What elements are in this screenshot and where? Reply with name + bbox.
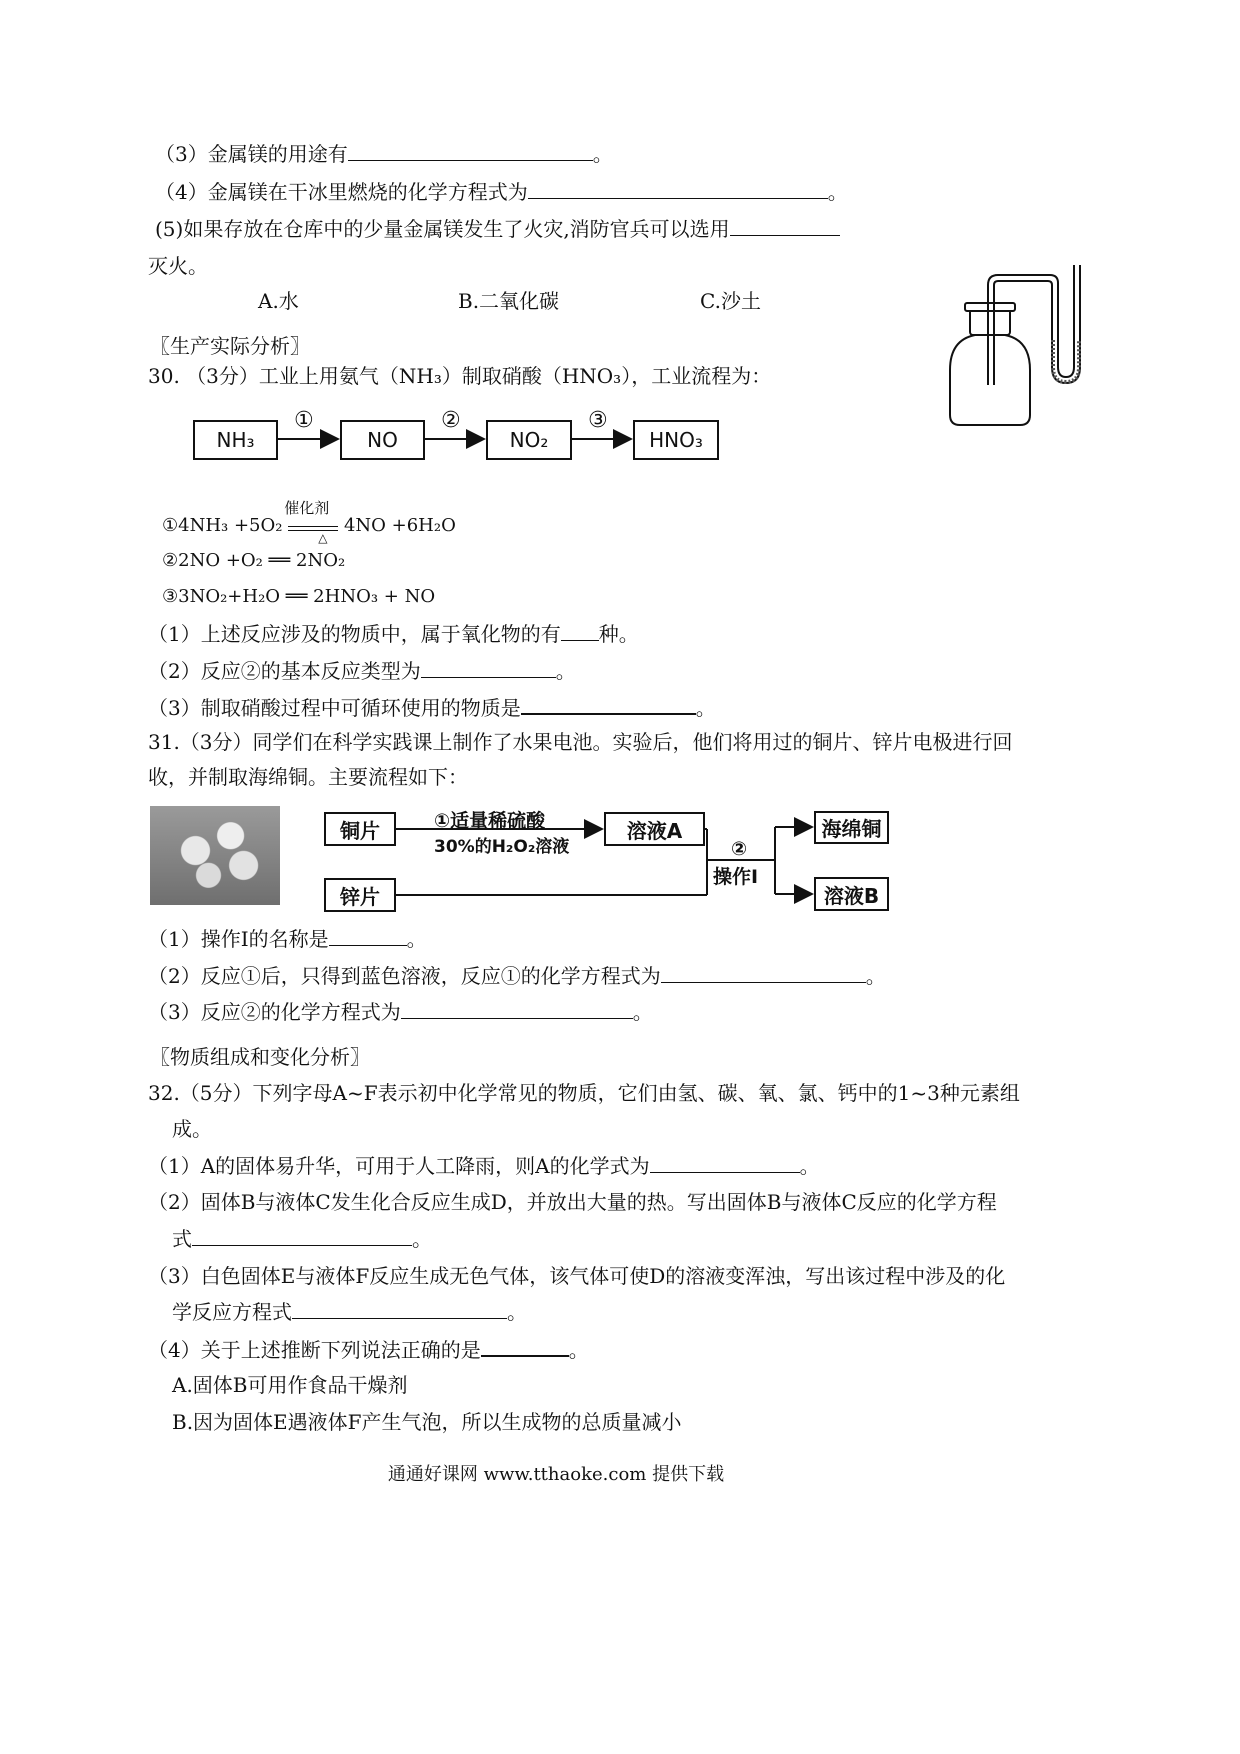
- flow-box-solution-b: 溶液B: [814, 877, 889, 911]
- flow-box-no: NO: [340, 420, 425, 460]
- answer-blank[interactable]: [292, 1298, 507, 1319]
- q32-part3: （3）白色固体E与液体F反应生成无色气体，该气体可使D的溶液变浑浊，写出该过程中涉及的化: [148, 1264, 1006, 1288]
- flow-arrows-q30: [0, 0, 1240, 480]
- q31-part2: （2）反应①后，只得到蓝色溶液，反应①的化学方程式为 。: [148, 964, 886, 988]
- q29-part3: （3）金属镁的用途有 。: [155, 142, 613, 166]
- q30-equation-2: ②2NO +O₂ ══ 2NO₂: [162, 550, 346, 571]
- q30-part2: （2）反应②的基本反应类型为 。: [148, 659, 576, 683]
- q29-option-a: A.水: [258, 289, 299, 313]
- flow-step-1: ①: [294, 408, 314, 433]
- answer-blank[interactable]: [481, 1335, 569, 1357]
- answer-blank[interactable]: [192, 1225, 412, 1246]
- flow-arrows-q31: [0, 780, 1240, 930]
- q29-option-b: B.二氧化碳: [458, 289, 560, 313]
- q30-equation-1: ①4NH₃ +5O₂ 催化剂 △ 4NO +6H₂O: [162, 499, 456, 545]
- q31-part1: （1）操作Ⅰ的名称是 。: [148, 927, 427, 951]
- flow-operation-label: 操作Ⅰ: [713, 866, 759, 888]
- q31-stem-line2: 收，并制取海绵铜。主要流程如下：: [148, 765, 468, 789]
- q32-part1: （1）A的固体易升华，可用于人工降雨，则A的化学式为 。: [148, 1154, 820, 1178]
- flow-step-3: ③: [588, 408, 608, 433]
- flow-step1-reagent-bottom: 30%的H₂O₂溶液: [434, 837, 570, 857]
- flow-box-no2: NO₂: [486, 420, 572, 460]
- flow-box-hno3: HNO₃: [633, 420, 719, 460]
- answer-blank[interactable]: [661, 962, 866, 983]
- q30-stem: 30. （3分）工业上用氨气（NH₃）制取硝酸（HNO₃），工业流程为：: [148, 364, 772, 388]
- flow-box-copper: 铜片: [324, 812, 396, 846]
- flow-step2-label: ②: [731, 838, 748, 860]
- page-footer: 通通好课网 www.tthaoke.com 提供下载: [387, 1464, 725, 1485]
- q30-part1: （1）上述反应涉及的物质中，属于氧化物的有 种。: [148, 622, 639, 646]
- flow-box-solution-a: 溶液A: [604, 812, 705, 846]
- q32-part2-cont: 式 。: [172, 1227, 432, 1251]
- flow-box-sponge-copper: 海绵铜: [814, 811, 889, 844]
- q30-equation-3: ③3NO₂+H₂O ══ 2HNO₃ + NO: [162, 586, 436, 607]
- reaction-condition: 催化剂 △: [288, 514, 338, 531]
- q32-option-a: A.固体B可用作食品干燥剂: [172, 1373, 408, 1397]
- q32-part2: （2）固体B与液体C发生化合反应生成D，并放出大量的热。写出固体B与液体C反应的化学方程: [148, 1190, 997, 1214]
- q31-part3: （3）反应②的化学方程式为 。: [148, 1000, 653, 1024]
- q32-part3-cont: 学反应方程式 。: [172, 1300, 527, 1324]
- flow-step1-reagent-top: ①适量稀硫酸: [434, 810, 546, 832]
- q32-stem-line1: 32.（5分）下列字母A~F表示初中化学常见的物质，它们由氢、碳、氧、氯、钙中的1~3种元素组: [148, 1081, 1020, 1105]
- q30-part3: （3）制取硝酸过程中可循环使用的物质是 。: [148, 693, 716, 722]
- section-title-production: 〖生产实际分析〗: [150, 334, 310, 358]
- q32-stem-line2: 成。: [172, 1117, 212, 1141]
- section-title-composition: 〖物质组成和变化分析〗: [150, 1045, 370, 1069]
- q31-stem-line1: 31.（3分）同学们在科学实践课上制作了水果电池。实验后，他们将用过的铜片、锌片电极进行回: [148, 730, 1013, 754]
- answer-blank[interactable]: [401, 998, 633, 1019]
- q29-option-c: C.沙土: [700, 289, 761, 313]
- q29-part5-cont: 灭火。: [148, 254, 208, 278]
- flow-box-zinc: 锌片: [324, 878, 396, 912]
- answer-blank[interactable]: [650, 1152, 800, 1173]
- q32-option-b: B.因为固体E遇液体F产生气泡，所以生成物的总质量减小: [172, 1410, 682, 1434]
- answer-blank[interactable]: [561, 620, 599, 641]
- answer-blank[interactable]: [521, 693, 696, 715]
- q29-part4: （4）金属镁在干冰里燃烧的化学方程式为 。: [155, 180, 848, 204]
- flow-step-2: ②: [441, 408, 461, 433]
- answer-blank[interactable]: [421, 657, 556, 678]
- q32-part4: （4）关于上述推断下列说法正确的是 。: [148, 1335, 589, 1364]
- flow-box-nh3: NH₃: [193, 420, 278, 460]
- answer-blank[interactable]: [329, 925, 407, 946]
- q29-part5: (5)如果存放在仓库中的少量金属镁发生了火灾,消防官兵可以选用: [155, 215, 840, 243]
